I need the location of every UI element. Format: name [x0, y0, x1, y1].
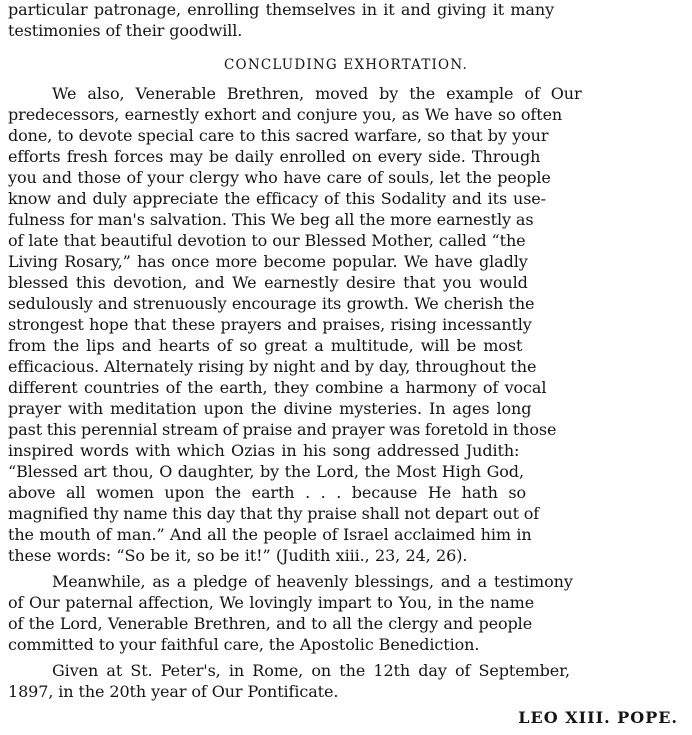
text-line: above all women upon the earth . . . because He hath so	[8, 483, 527, 502]
text-line: “Blessed art thou, O daughter, by the Lord, the Most High God,	[8, 462, 524, 481]
text-line: Given at St. Peter's, in Rome, on the 12th day of September,	[52, 661, 570, 680]
text-line: the mouth of man.” And all the people of Israel acclaimed him in	[8, 525, 532, 544]
text-line: done, to devote special care to this sacred warfare, so that by your	[8, 126, 549, 145]
text-line: of late that beautiful devotion to our Blessed Mother, called “the	[8, 231, 526, 250]
text-line: particular patronage, enrolling themselves in it and giving it many	[8, 0, 555, 19]
text-line: Meanwhile, as a pledge of heavenly blessings, and a testimony	[52, 572, 573, 591]
text-line: We also, Venerable Brethren, moved by the example of Our	[52, 84, 582, 103]
text-line: know and duly appreciate the efficacy of this Sodality and its use-	[8, 189, 546, 208]
text-line: testimonies of their goodwill.	[8, 21, 243, 40]
section-heading: CONCLUDING EXHORTATION.	[224, 57, 468, 73]
text-line: past this perennial stream of praise and prayer was foretold in those	[8, 420, 557, 439]
text-line: committed to your faithful care, the Apostolic Benediction.	[8, 635, 480, 654]
text-line: predecessors, earnestly exhort and conjure you, as We have so often	[8, 105, 563, 124]
signature: LEO XIII. POPE.	[518, 708, 678, 727]
text-line: different countries of the earth, they combine a harmony of vocal	[8, 378, 547, 397]
text-line: you and those of your clergy who have care of souls, let the people	[8, 168, 551, 187]
text-line: 1897, in the 20th year of Our Pontificate.	[8, 682, 339, 701]
text-line: from the lips and hearts of so great a multitude, will be most	[8, 336, 523, 355]
text-line: of Our paternal affection, We lovingly impart to You, in the name	[8, 593, 535, 612]
text-line: blessed this devotion, and We earnestly desire that you would	[8, 273, 528, 292]
text-line: fulness for man's salvation. This We beg all the more earnestly as	[8, 210, 534, 229]
text-line: these words: “So be it, so be it!” (Judith xiii., 23, 24, 26).	[8, 546, 468, 565]
text-line: prayer with meditation upon the divine mysteries. In ages long	[8, 399, 532, 418]
text-line: Living Rosary,” has once more become popular. We have gladly	[8, 252, 528, 271]
text-line: strongest hope that these prayers and praises, rising incessantly	[8, 315, 532, 334]
text-line: efforts fresh forces may be daily enrolled on every side. Through	[8, 147, 541, 166]
text-line: inspired words with which Ozias in his song addressed Judith:	[8, 441, 520, 460]
text-line: efficacious. Alternately rising by night and by day, throughout the	[8, 357, 537, 376]
text-line: magnified thy name this day that thy praise shall not depart out of	[8, 504, 540, 523]
text-line: sedulously and strenuously encourage its growth. We cherish the	[8, 294, 535, 313]
text-line: of the Lord, Venerable Brethren, and to all the clergy and people	[8, 614, 533, 633]
